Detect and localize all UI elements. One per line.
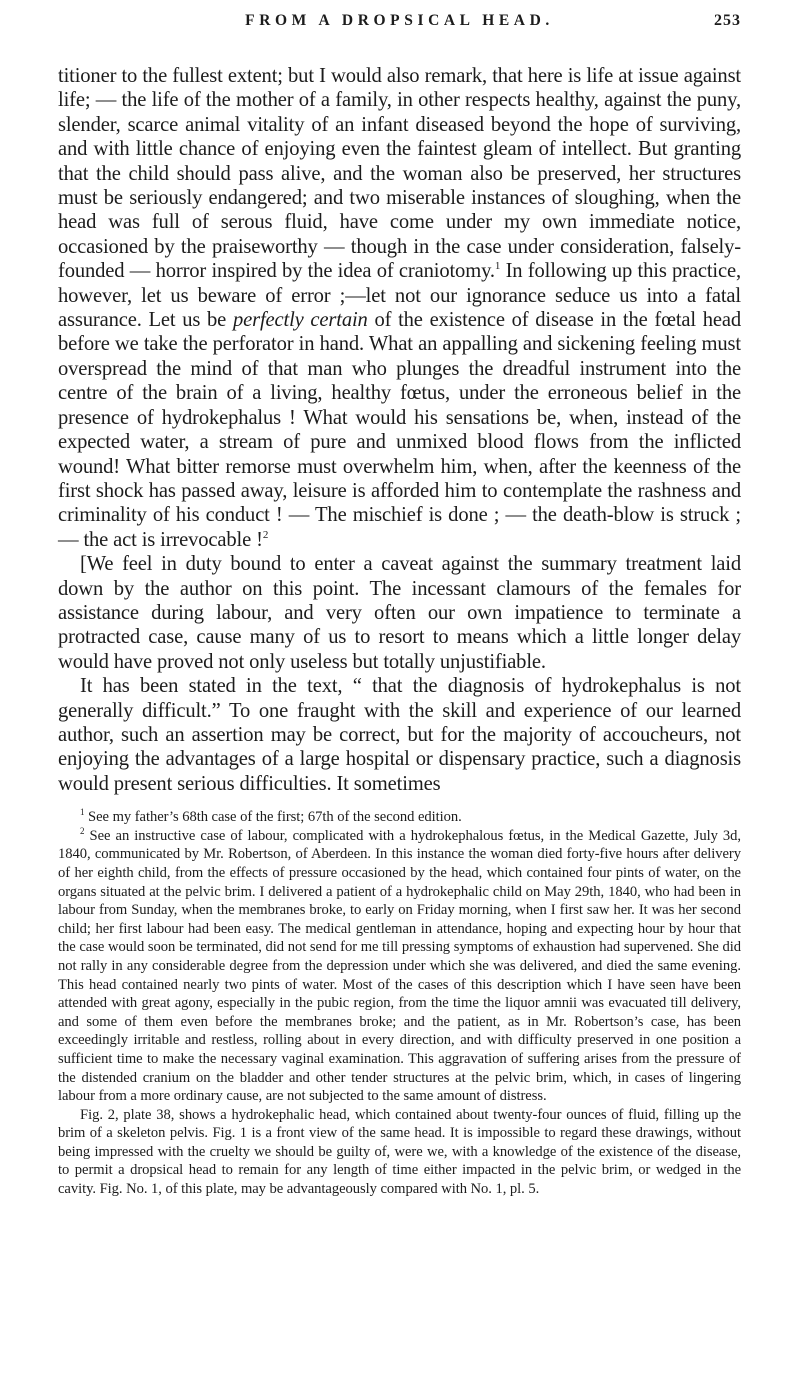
page-number: 253 [714, 12, 741, 29]
footnote-figure-note: Fig. 2, plate 38, shows a hydrokephalic head, which contained about twenty-four ounces of fluid, filling up the brim of a skeleton pelvis. Fig. 1 is a front view of the same head. It is impossible to regard these drawings, without being impressed with the cruelty we should be guilty of, were we, with a knowledge of the existence of the disease, to permit a dropsical head to remain for any length of time either impacted in the pelvic brim, or wedged in the cavity. Fig. No. 1, of this plate, may be advantageously compared with No. 1, pl. 5. [58, 1106, 741, 1198]
emphasis-perfectly-certain: perfectly certain [232, 309, 368, 332]
footnote-ref-1: 1 [494, 260, 501, 273]
paragraph-1-part-b: In following up this practice, however, let us beware of error ;—let not our ignorance seduce us into a fatal assurance. Let us be [58, 260, 741, 332]
footnote-1 [58, 808, 741, 827]
paragraph-1-part-a: titioner to the fullest extent; but I would also remark, that here is life at issue against life; — the life of the mother of a family, in other respects healthy, against the puny, slender, scarce animal vitality of an infant diseased beyond the hope of surviving, and with little chance of enjoying even the faintest gleam of intellect. But granting that the child should pass alive, and the woman also be preserved, her structures must be seriously endangered; and two miserable instances of sloughing, when the head was full of serous fluid, have come under my own immediate notice, occasioned by the praiseworthy — though in the case under consideration, falsely-founded — horror inspired by the idea of craniotomy. [58, 65, 741, 283]
footnote-2-text: See an instructive case of labour, complicated with a hydrokephalous fœtus, in the Medical Gazette, July 3d, 1840, communicated by Mr. Robertson, of Aberdeen. In this instance the woman died forty-five hours after delivery of her eighth child, from the effects of pressure occasioned by the head, which contained four pints of water, on the organs situated at the pelvic brim. I delivered a patient of a hydrokephalic child on May 29th, 1840, who had been in labour from Sunday, when the membranes broke, to early on Friday morning, when I first saw her. It was her second child; her first labour had been easy. The medical gentleman in attendance, hoping and expecting hour by hour that the case would soon be terminated, did not send for me till pressing symptoms of exhaustion had supervened. She did not rally in any considerable degree from the depression under which she was delivered, and died the same evening. This head contained nearly two pints of water. Most of the cases of this description which I have seen have been attended with great agony, especially in the pubic region, from the time the liquor amnii was evacuated till delivery, and some of them even before the membranes broke; and the patient, as in Mr. Robertson’s case, has been exceedingly irritable and restless, rolling about in every direction, and with difficulty preserved in one position a sufficient time to make the necessary vaginal examination. This aggravation of suffering arises from the pressure of the distended cranium on the bladder and other tender structures at the pelvic brim, which, in cases of lingering labour from a more ordinary cause, are not subjected to the same amount of distress. [58, 827, 741, 1105]
footnote-2 [58, 827, 741, 1106]
running-title: FROM A DROPSICAL HEAD. [245, 12, 554, 29]
paragraph-1 [58, 64, 741, 552]
footnote-1-mark: 1 [80, 807, 85, 818]
footnote-1-text: See my father’s 68th case of the first; 67th of the second edition. [84, 809, 462, 826]
footnotes [58, 808, 741, 1198]
paragraph-1-part-c: of the existence of disease in the fœtal head before we take the perforator in hand. What an appalling and sickening feeling must overspread the mind of that man who plunges the dreadful instrument into the centre of the brain of a living, healthy fœtus, under the erroneous belief in the presence of hydrokephalus ! What would his sensations be, when, instead of the expected water, a stream of pure and unmixed blood flows from the inflicted wound! What bitter remorse must overwhelm him, when, after the keenness of the first shock has passed away, leisure is afforded him to contemplate the rashness and criminality of his conduct ! — The mischief is done ; — the death-blow is struck ; — the act is irrevocable ! [58, 309, 742, 551]
footnote-ref-2: 2 [262, 528, 269, 541]
footnote-2-mark: 2 [80, 825, 85, 836]
paragraph-2: [We feel in duty bound to enter a caveat against the summary treatment laid down by the author on this point. The incessant clamours of the females for assistance during labour, and very often our own impatience to terminate a protracted case, cause many of us to resort to means which a little longer delay would have proved not only useless but totally unjustifiable. [58, 553, 741, 673]
running-head [58, 10, 741, 34]
main-text [58, 64, 741, 796]
paragraph-3: It has been stated in the text, “ that the diagnosis of hydrokephalus is not generally difficult.” To one fraught with the skill and experience of our learned author, such an assertion may be correct, but for the majority of accoucheurs, not enjoying the advantages of a large hospital or dispensary practice, such a diagnosis would present serious difficulties. It sometimes [58, 675, 741, 795]
